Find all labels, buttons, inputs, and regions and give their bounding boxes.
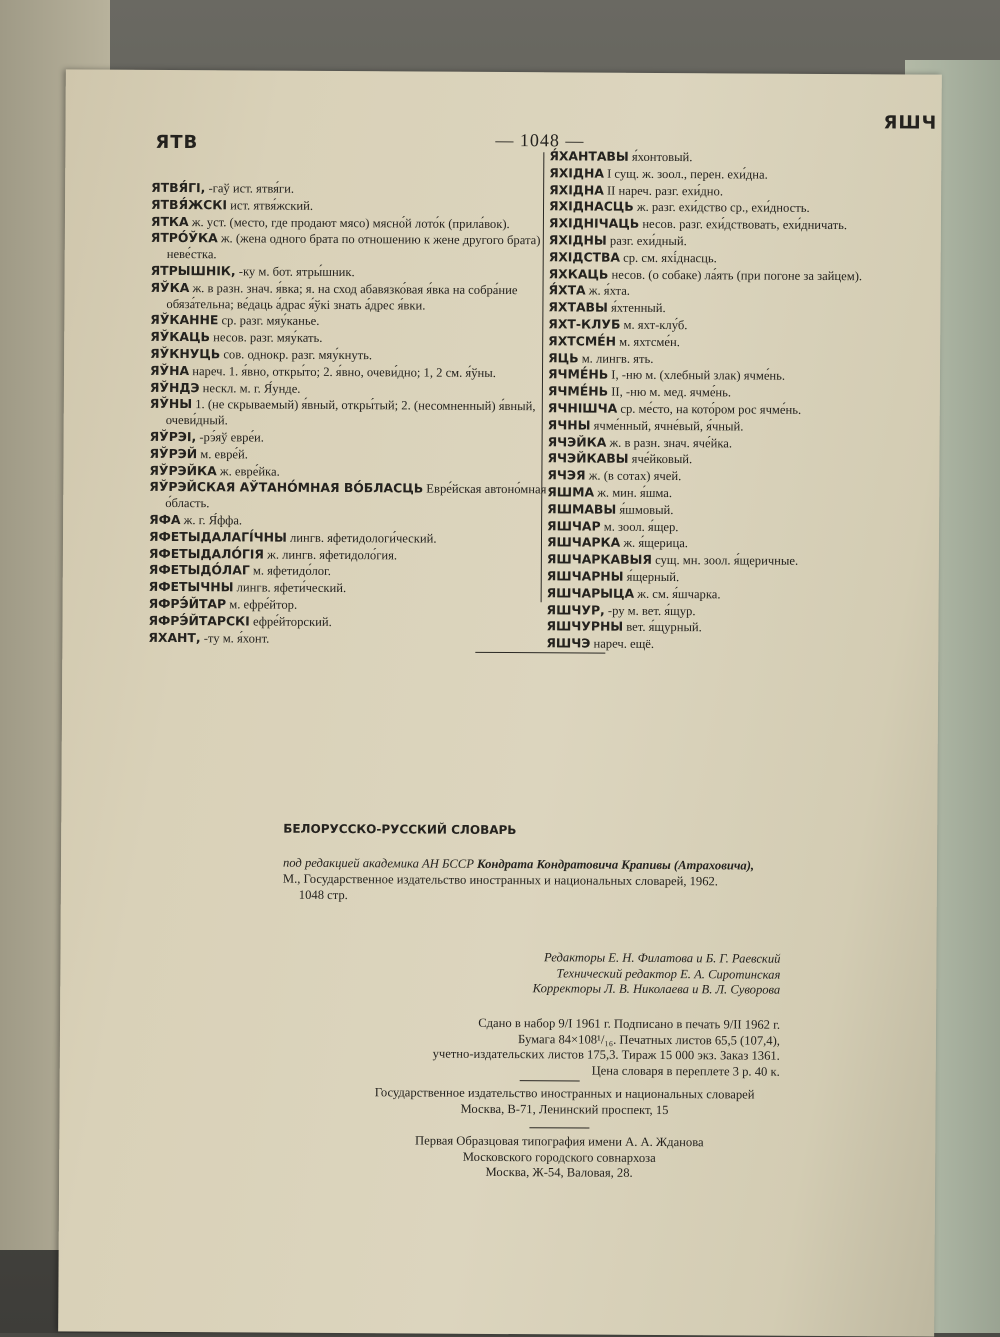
definition: ж. евре́йка. <box>216 463 280 479</box>
headword: ЯЧМЕ́НЬ <box>547 383 609 399</box>
headword: ЯТКА <box>150 213 189 229</box>
dictionary-entry <box>148 629 548 648</box>
definition: сущ. мн. зоол. я́щеричные. <box>651 553 799 568</box>
headword: ЯХАНТ, <box>148 629 201 645</box>
definition: яче́йковый. <box>628 452 693 467</box>
publisher-block <box>339 1085 789 1119</box>
headword: ЯФЕТЫДАЛАГІ́ЧНЫ <box>148 528 287 545</box>
headword: ЯФРЭ́ЙТАРСКІ <box>148 612 250 629</box>
headword: ЯФЕТЫДАЛО́ГІЯ <box>148 545 265 562</box>
headword: ЯЎКАЦЬ <box>150 329 211 345</box>
definition: ж. лингв. яфетидоло́гия. <box>263 547 398 562</box>
headword: ЯФЕТЫДО́ЛАГ <box>148 562 250 578</box>
publisher-line-1: Государственное издательство иностранных и национальных словарей <box>374 1085 755 1102</box>
headword: ЯЎКНУЦЬ <box>150 345 221 362</box>
credits-block <box>340 949 780 998</box>
headword: ЯЧНІШЧА <box>547 400 618 416</box>
dictionary-entry <box>548 333 938 352</box>
definition: лингв. яфети́ческий. <box>233 580 347 596</box>
headword: ЯШЧАРНЫ <box>546 568 624 584</box>
headword: ЯШЧАРКАВЫЯ <box>546 551 653 568</box>
definition: ж. (жена одного брата по отношению к жене другого брата) неве́стка. <box>166 231 541 262</box>
headword: Я́ХТА <box>548 282 586 298</box>
print-line-1: Сдано в набор 9/I 1961 г. Подписано в печать 9/II 1962 г. <box>478 1015 781 1032</box>
definition: ж. мин. я́шма. <box>594 485 673 500</box>
definition: вет. я́щурный. <box>623 620 702 635</box>
definition: -ту м. я́хонт. <box>200 630 270 646</box>
headword: ЯЎНЫ <box>149 396 193 412</box>
definition: ср. ме́сто, на кото́ром рос ячме́нь. <box>617 401 802 417</box>
headword: ЯЎРЭІ, <box>149 428 197 445</box>
dictionary-entry <box>148 613 548 632</box>
printer-line-3: Москва, Ж-54, Валовая, 28. <box>485 1165 633 1181</box>
dictionary-entry <box>151 230 551 265</box>
definition: ж. в разн. знач. я́вка; я. на сход абавязко́вая я́вка на собра́ние обяза́тельна; ве́даць а́драс я́ўкі знать а́дрес я́вки. <box>166 280 518 313</box>
headword: ЯШЧУР, <box>546 601 605 618</box>
headword: ЯФЕТЫЧНЫ <box>148 578 234 595</box>
headword: ЯФРЭ́ЙТАР <box>148 595 227 612</box>
rule-2 <box>529 1127 589 1128</box>
headword: ЯХІДНАСЦЬ <box>548 198 634 215</box>
dictionary-entry <box>151 263 551 282</box>
dictionary-entry <box>150 429 550 448</box>
headword: ЯЎРЭЙКА <box>149 462 217 478</box>
dictionary-entry <box>150 396 550 431</box>
headword: ЯХІДНА <box>549 181 604 198</box>
headword: ЯЧЭЙКАВЫ <box>547 450 629 467</box>
dictionary-entry <box>151 197 551 216</box>
headword: ЯШМАВЫ <box>547 501 617 517</box>
headword: ЯЧЭЙКА <box>547 433 607 450</box>
headword: ЯХТ-КЛУБ <box>548 316 621 332</box>
headword: ЯШЧАР <box>547 517 601 534</box>
definition: м. ефре́йтор. <box>226 597 298 612</box>
headword: ЯЧНЫ <box>547 417 591 433</box>
definition: ефре́йторский. <box>249 614 332 629</box>
headword: ЯХКАЦЬ <box>548 265 609 282</box>
dictionary-entry <box>547 501 937 520</box>
headword: ЯТВЯ́ЖСКІ <box>150 196 228 213</box>
definition: нескл. м. г. Я́унде. <box>199 380 301 396</box>
entries-right-column <box>546 148 939 654</box>
definition: сов. однокр. разг. мяу́кнуть. <box>220 347 373 363</box>
definition: ж. уст. (место, где продают мясо) мясно́й лото́к (прила́вок). <box>188 214 510 231</box>
editors-line: Редакторы Е. Н. Филатова и Б. Г. Раевский <box>543 950 781 966</box>
definition: я́хонтовый. <box>628 149 693 165</box>
rule-1 <box>520 1080 580 1081</box>
headword: ЯХІДНЫ <box>548 232 607 248</box>
headword: ЯТРЫШНІК, <box>150 262 236 279</box>
dictionary-entry <box>150 363 550 382</box>
headword: ЯТВЯ́ГІ, <box>151 179 206 196</box>
definition: -ку м. бот. ятры́шник. <box>235 264 355 280</box>
print-line-2: Бумага 84×108¹/₁₆. Печатных листов 65,5 (107,4), <box>518 1031 780 1048</box>
definition: ж. г. Я́ффа. <box>180 512 243 528</box>
definition: ж. разг. ехи́дство ср., ехи́дность. <box>633 200 810 216</box>
headword: ЯЎНДЭ <box>149 379 200 395</box>
headword: ЯЎРЭЙ <box>149 445 198 461</box>
dictionary-entry <box>149 479 549 514</box>
definition: м. зоол. я́щер. <box>600 519 679 534</box>
definition: ж. в разн. знач. яче́йка. <box>606 435 733 450</box>
section-rule <box>475 652 605 654</box>
definition: несов. разг. мяу́кать. <box>209 330 323 346</box>
dictionary-page <box>58 69 942 1336</box>
headword: ЯХІДНА <box>549 165 604 181</box>
headword: ЯХІДНІЧАЦЬ <box>548 215 640 232</box>
headword: ЯЎКА <box>150 279 190 295</box>
headword: ЯЧЭЯ <box>547 467 586 483</box>
definition: ж. я́щерица. <box>620 536 689 551</box>
headword: ЯЎНА <box>149 362 190 378</box>
definition: II, -ню м. мед. ячме́нь. <box>608 384 732 400</box>
tech-editor-line: Технический редактор Е. А. Сиротинская <box>556 965 781 982</box>
headword: ЯШМА <box>547 484 595 500</box>
definition: I, -ню м. (хлебный злак) ячме́нь. <box>608 368 786 384</box>
definition: м. яфетидо́лог. <box>249 563 332 579</box>
entries-left-column <box>148 180 551 649</box>
print-line-4: Цена словаря в переплете 3 р. 40 к. <box>591 1063 780 1079</box>
headword: ЯШЧАРКА <box>546 534 621 551</box>
dictionary-entry <box>150 346 550 365</box>
definition: нареч. ещё. <box>590 636 655 652</box>
definition: I сущ. ж. зоол., перен. ехи́дна. <box>603 166 768 182</box>
headword: ЯЧМЕ́НЬ <box>547 366 609 383</box>
correctors-line: Корректоры Л. В. Николаева и В. Л. Суворова <box>532 981 781 997</box>
definition: я́щерный. <box>623 569 680 585</box>
printer-line-2: Московского городского совнархоза <box>462 1149 656 1165</box>
headword: ЯХТСМЕ́Н <box>548 333 617 349</box>
definition: II нареч. разг. ехи́дно. <box>603 183 724 198</box>
headword: ЯХІДСТВА <box>548 249 621 265</box>
headword: ЯЦЬ <box>548 349 579 366</box>
definition: ср. см. яхі́днасць. <box>620 250 717 266</box>
dictionary-entry <box>548 400 938 419</box>
definition: несов. (о собаке) ла́ять (при погоне за зайцем). <box>608 267 863 283</box>
definition: Евре́йская автоно́мная о́бласть. <box>165 481 547 511</box>
editor-prefix: под редакцией академика АН БССР <box>282 855 478 871</box>
print-data-block <box>340 1015 780 1080</box>
publisher-line-2: Москва, В-71, Ленинский проспект, 15 <box>460 1101 669 1117</box>
publisher-line: М., Государственное издательство иностранных и национальных словарей, 1962. <box>282 871 719 889</box>
definition: ист. ятвя́жский. <box>226 198 314 213</box>
definition: 1. (не скрываемый) я́вный, откры́тый; 2. (несомненный) я́вный, очеви́дный. <box>165 397 536 428</box>
headword: ЯФА <box>149 511 181 527</box>
definition: -рэ́яў евре́и. <box>196 430 265 445</box>
definition: м. яхтсме́н. <box>615 334 680 349</box>
printer-line-1: Первая Образцовая типография имени А. А. Жданова <box>414 1133 704 1150</box>
page-number: — 1048 — <box>495 129 585 151</box>
definition: ж. (в сотах) ячей. <box>585 468 682 484</box>
page-count: 1048 стр. <box>298 887 348 903</box>
definition: м. евре́й. <box>197 446 248 462</box>
dictionary-entry <box>549 148 939 167</box>
definition: несов. разг. ехи́дствовать, ехи́дничать. <box>639 217 848 233</box>
headword: ЯЎРЭЙСКАЯ АЎТАНО́МНАЯ ВО́БЛАСЦЬ <box>149 479 424 496</box>
dictionary-entry <box>150 280 550 315</box>
editor-name: Кондрата Кондратовича Крапивы (Атраховича), <box>477 856 755 873</box>
definition: ср. разг. мяу́канье. <box>218 313 320 329</box>
headword: ЯТРО́ЎКА <box>150 230 218 246</box>
definition: ж. см. я́шчарка. <box>634 586 721 602</box>
headword: ЯЎКАННЕ <box>150 312 219 328</box>
definition: разг. ехи́дный. <box>606 233 687 249</box>
definition: -гаў ист. ятвя́ги. <box>205 181 295 196</box>
running-head-right: ЯШЧ <box>883 112 938 134</box>
definition: м. лингв. ять. <box>578 351 654 366</box>
definition: ж. я́хта. <box>585 283 631 299</box>
dictionary-entry <box>547 585 937 604</box>
definition: м. яхт-клу́б. <box>620 317 688 333</box>
headword: ЯШЧЭ <box>546 635 591 651</box>
definition: лингв. яфетидологи́ческий. <box>286 530 437 546</box>
print-line-3: учетно-издательских листов 175,3. Тираж 15 000 экз. Заказ 1361. <box>432 1046 780 1063</box>
headword: ЯШЧАРЫЦА <box>546 585 635 601</box>
definition: я́шмовый. <box>616 502 674 517</box>
headword: Я́ХАНТАВЫ <box>549 148 629 164</box>
headword: ЯШЧУРНЫ <box>546 618 624 635</box>
dictionary-entry <box>549 165 939 184</box>
definition: я́хтенный. <box>607 300 666 316</box>
printer-block <box>359 1133 759 1182</box>
definition: ячме́нный, ячне́вый, я́чный. <box>590 418 744 434</box>
definition: нареч. 1. я́вно, откры́то; 2. я́вно, очеви́дно; 1, 2 см. я́ўны. <box>189 363 496 380</box>
running-head-left: ЯТВ <box>155 131 199 154</box>
headword: ЯХТАВЫ <box>548 299 608 315</box>
book-title: БЕЛОРУССКО-РУССКИЙ СЛОВАРЬ <box>283 821 517 838</box>
definition: -ру м. вет. я́щур. <box>604 603 696 618</box>
